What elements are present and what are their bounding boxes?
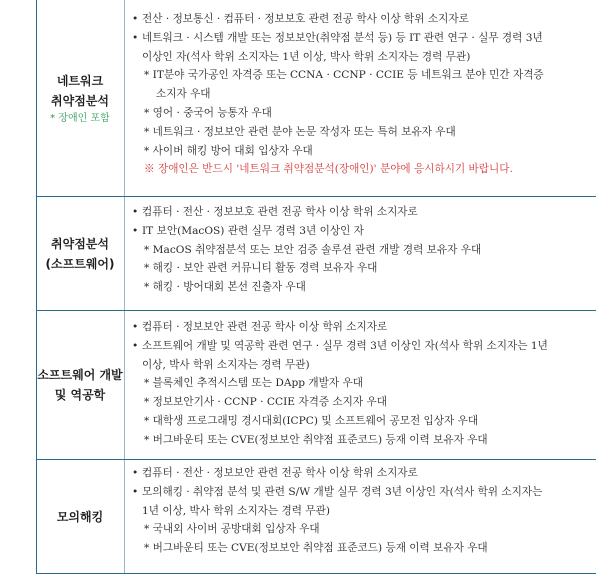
category-title: (소프트웨어)	[45, 256, 115, 271]
category-cell	[36, 311, 125, 459]
requirement-text: 소프트웨어 개발 및 역공학 관련 연구 · 실무 경력 3년 이상인 자(석사 학위 소지자는 1년	[142, 339, 548, 352]
preference-item: * 국내외 사이버 공방대회 입상자 우대	[144, 523, 320, 536]
table-row	[36, 460, 596, 574]
requirement-text: 컴퓨터 · 정보보안 관련 전공 학사 이상 학위 소지자로	[142, 321, 388, 333]
requirement-item	[132, 203, 418, 221]
preference-continuation: 소지자 우대	[156, 88, 211, 101]
bullet-icon: •	[132, 467, 139, 479]
bullet-icon: •	[132, 321, 139, 333]
requirement-text: 전산 · 정보통신 · 컴퓨터 · 정보보호 관련 전공 학사 이상 학위 소지자로	[142, 13, 469, 25]
requirements-cell	[132, 311, 592, 459]
category-title: 취약점분석	[51, 236, 109, 251]
requirement-text: 컴퓨터 · 전산 · 정보보안 관련 전공 학사 이상 학위 소지자로	[142, 467, 418, 479]
requirement-text: 네트워크 · 시스템 개발 또는 정보보안(취약점 분석 등) 등 IT 관련 연구 · 실무 경력 3년	[142, 31, 543, 44]
table-row	[36, 197, 596, 311]
category-cell	[36, 0, 125, 196]
preference-item: * MacOS 취약점분석 또는 보안 검증 솔루션 관련 개발 경력 보유자 우대	[144, 243, 482, 256]
requirements-cell	[132, 197, 592, 310]
requirement-item	[132, 483, 542, 501]
category-title: 및 역공학	[54, 388, 106, 402]
requirement-item	[132, 318, 387, 336]
requirements-table	[36, 0, 596, 573]
requirement-continuation: 1년 이상, 박사 학위 소지자는 경력 무관)	[142, 504, 330, 517]
requirement-text: IT 보안(MacOS) 관련 실무 경력 3년 이상인 자	[142, 224, 364, 237]
requirements-cell	[132, 0, 592, 196]
preference-item: * 블록체인 추적시스템 또는 DApp 개발자 우대	[144, 377, 363, 390]
requirement-item	[132, 464, 418, 482]
preference-item: * 버그바운티 또는 CVE(정보보안 취약점 표준코드) 등재 이력 보유자 우대	[144, 542, 488, 555]
bullet-icon: •	[132, 31, 139, 44]
table-row	[36, 311, 596, 460]
category-title: 네트워크	[56, 73, 104, 88]
category-title: 취약점분석	[51, 93, 109, 108]
preference-item: * 네트워크 · 정보보안 관련 분야 논문 작성자 또는 특허 보유자 우대	[144, 125, 456, 138]
bullet-icon: •	[132, 224, 139, 237]
bullet-icon: •	[132, 485, 139, 498]
category-cell	[36, 460, 125, 573]
preference-item: * 대학생 프로그래밍 경시대회(ICPC) 및 소프트웨어 공모전 입상자 우대	[144, 415, 479, 427]
requirement-continuation: 이상, 박사 학위 소지자는 경력 무관)	[142, 358, 310, 371]
bullet-icon: •	[132, 339, 139, 352]
notice-text: ※ 장애인은 반드시 '네트워크 취약점분석(장애인)' 분야에 응시하시기 바랍니다.	[144, 163, 513, 176]
category-note: * 장애인 포함	[50, 112, 110, 124]
preference-item: * 정보보안기사 · CCNP · CCIE 자격증 소지자 우대	[144, 396, 387, 409]
preference-item: * 버그바운티 또는 CVE(정보보안 취약점 표준코드) 등재 이력 보유자 우대	[144, 433, 488, 446]
preference-item: * IT분야 국가공인 자격증 또는 CCNA · CCNP · CCIE 등 네트워크 분야 민간 자격증	[144, 69, 544, 82]
category-cell	[36, 197, 125, 310]
requirement-item	[132, 222, 364, 240]
requirements-cell	[132, 460, 592, 573]
preference-item: * 영어 · 중국어 능통자 우대	[144, 107, 272, 119]
category-title: 모의해킹	[56, 509, 104, 524]
preference-item: * 해킹 · 보안 관련 커뮤니티 활동 경력 보유자 우대	[144, 262, 378, 275]
requirement-item	[132, 10, 469, 28]
requirement-item	[132, 29, 543, 47]
requirement-item	[132, 337, 548, 355]
bullet-icon: •	[132, 13, 139, 25]
bullet-icon: •	[132, 206, 139, 218]
requirement-continuation: 이상인 자(석사 학위 소지자는 1년 이상, 박사 학위 소지자는 경력 무관)	[142, 50, 471, 63]
preference-item: * 사이버 해킹 방어 대회 입상자 우대	[144, 144, 313, 157]
preference-item: * 해킹 · 방어대회 본선 진출자 우대	[144, 281, 306, 294]
table-row	[36, 0, 596, 197]
category-title: 소프트웨어 개발	[37, 368, 123, 382]
requirement-text: 컴퓨터 · 전산 · 정보보호 관련 전공 학사 이상 학위 소지자로	[142, 206, 418, 218]
requirement-text: 모의해킹 · 취약점 분석 및 관련 S/W 개발 실무 경력 3년 이상인 자(석사 학위 소지자는	[142, 485, 543, 498]
